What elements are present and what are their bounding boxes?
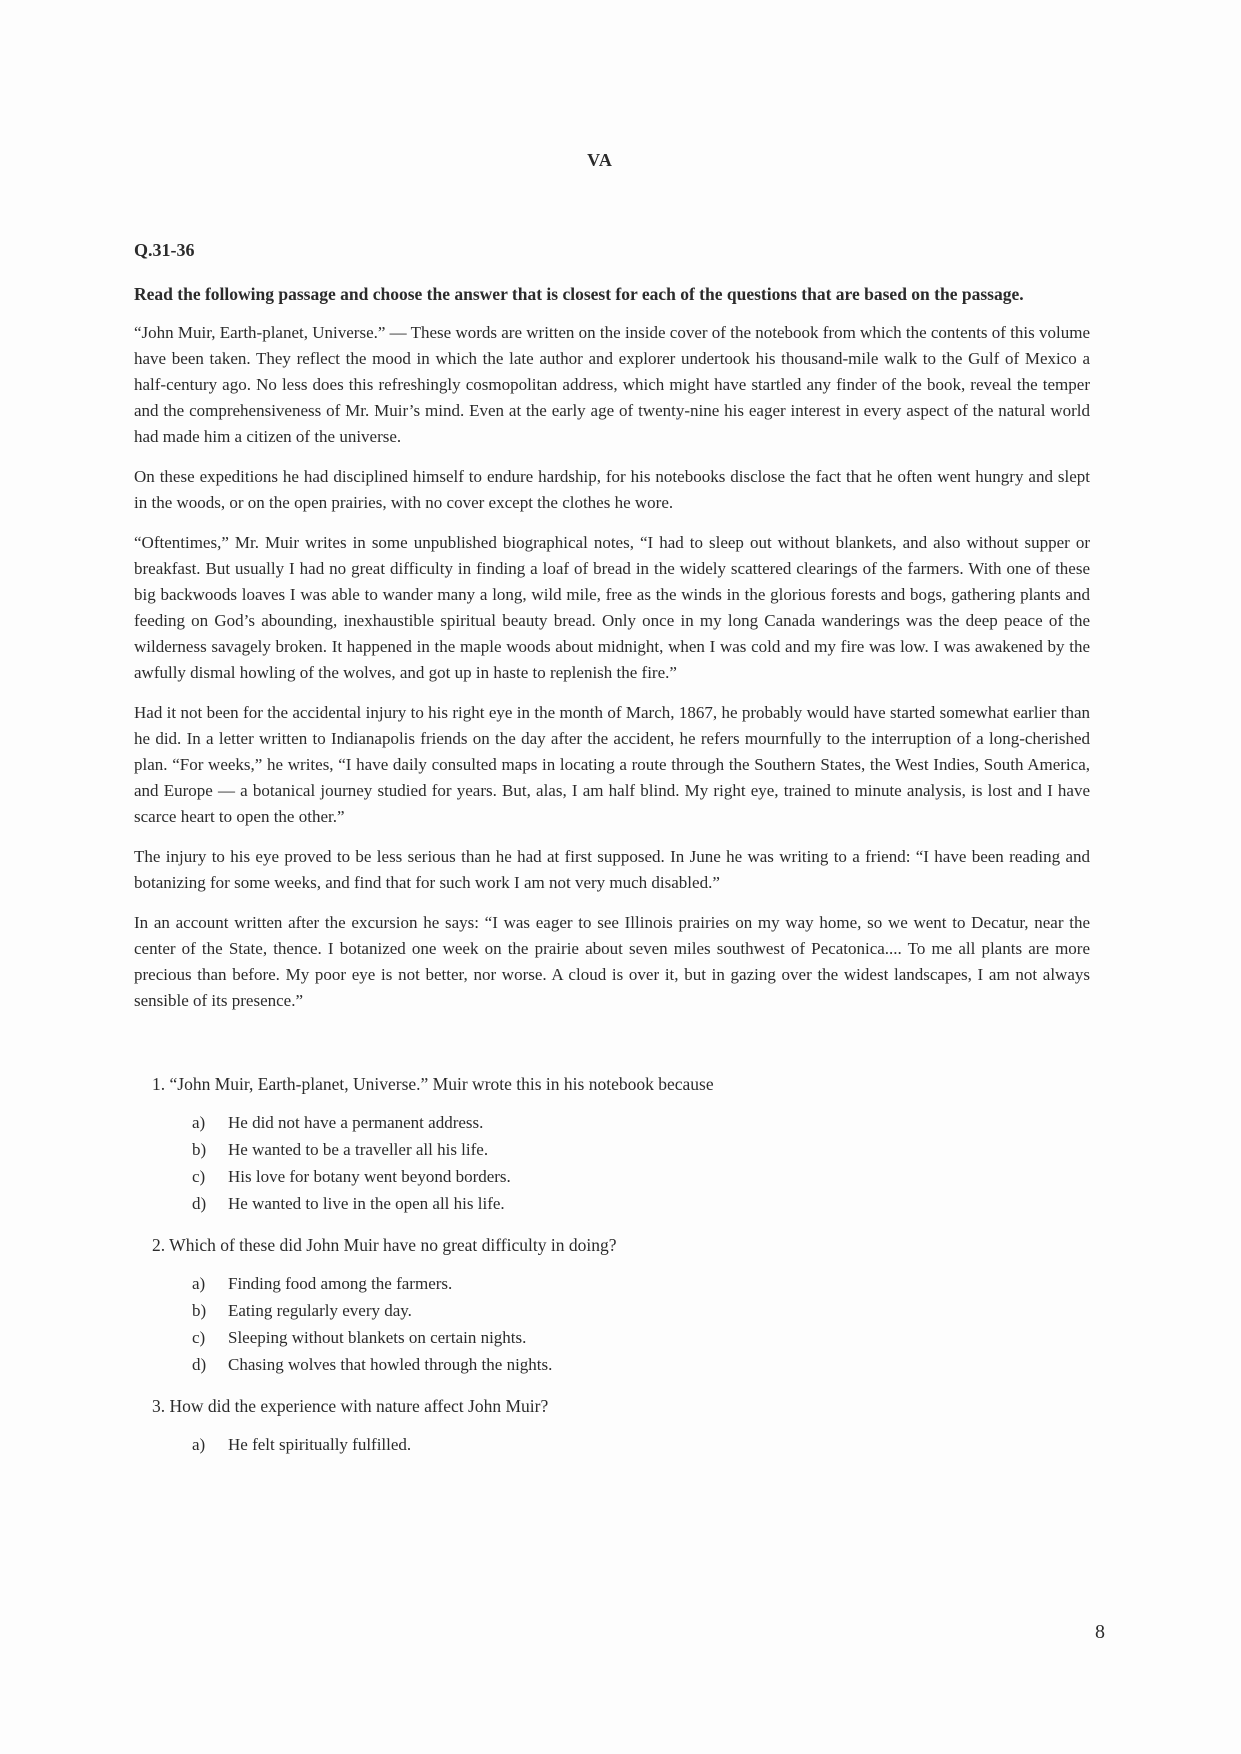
- passage-paragraph: “John Muir, Earth-planet, Universe.” — These words are written on the inside cover of the notebook from which the contents of this volume have been taken. They reflect the mood in which the late author and explorer undertook his thousand-mile walk to the Gulf of Mexico a half-century ago. No less does this refreshingly cosmopolitan address, which might have startled any finder of the book, reveal the temper and the comprehensiveness of Mr. Muir’s mind. Even at the early age of twenty-nine his eager interest in every aspect of the natural world had made him a citizen of the universe.: [134, 323, 1090, 446]
- option-item[interactable]: [192, 1136, 1090, 1163]
- option-list: [134, 1431, 1090, 1458]
- question-text: 1. “John Muir, Earth-planet, Universe.” Muir wrote this in his notebook because: [152, 1074, 714, 1094]
- option-item[interactable]: [192, 1190, 1090, 1217]
- option-letter: c): [192, 1167, 206, 1186]
- option-letter: d): [192, 1355, 207, 1374]
- passage-paragraph: The injury to his eye proved to be less serious than he had at first supposed. In June he was writing to a friend: “I have been reading and botanizing for some weeks, and find that for such work I am not very much disabled.”: [134, 847, 1090, 892]
- question-text: 3. How did the experience with nature affect John Muir?: [152, 1396, 549, 1416]
- option-list: [134, 1270, 1090, 1378]
- option-letter: b): [192, 1301, 207, 1320]
- passage-paragraph: Had it not been for the accidental injury to his right eye in the month of March, 1867, he probably would have started somewhat earlier than he did. In a letter written to Indianapolis friends on the day after the accident, he refers mournfully to the interruption of a long-cherished plan. “For weeks,” he writes, “I have daily consulted maps in locating a route through the Southern States, the West Indies, South America, and Europe — a botanical journey studied for years. But, alas, I am half blind. My right eye, trained to minute analysis, is lost and I have scarce heart to open the other.”: [134, 703, 1090, 826]
- option-item[interactable]: [192, 1270, 1090, 1297]
- page-content: [134, 240, 1090, 1476]
- option-item[interactable]: [192, 1163, 1090, 1190]
- option-item[interactable]: [192, 1324, 1090, 1351]
- option-letter: a): [192, 1274, 206, 1293]
- instruction-text: Read the following passage and choose the answer that is closest for each of the questions that are based on the passage.: [134, 284, 1024, 304]
- option-item[interactable]: [192, 1431, 1090, 1458]
- passage-paragraph: “Oftentimes,” Mr. Muir writes in some unpublished biographical notes, “I had to sleep out without blankets, and also without supper or breakfast. But usually I had no great difficulty in finding a loaf of bread in the widely scattered clearings of the farmers. With one of these big backwoods loaves I was able to wander many a long, wild mile, free as the winds in the glorious forests and bogs, gathering plants and feeding on God’s abounding, inexhaustible spiritual beauty bread. Only once in my long Canada wanderings was the deep peace of the wilderness savagely broken. It happened in the maple woods about midnight, when I was cold and my fire was low. I was awakened by the awfully dismal howling of the wolves, and got up in haste to replenish the fire.”: [134, 533, 1090, 682]
- option-letter: d): [192, 1194, 207, 1213]
- question-text: 2. Which of these did John Muir have no great difficulty in doing?: [152, 1235, 617, 1255]
- option-text: His love for botany went beyond borders.: [228, 1167, 511, 1186]
- option-letter: c): [192, 1328, 206, 1347]
- question-range: Q.31-36: [134, 240, 195, 260]
- option-text: He felt spiritually fulfilled.: [228, 1435, 412, 1454]
- option-text: Finding food among the farmers.: [228, 1274, 453, 1293]
- section-title: VA: [587, 150, 613, 170]
- option-letter: b): [192, 1140, 207, 1159]
- option-text: He wanted to live in the open all his life.: [228, 1194, 505, 1213]
- option-text: Eating regularly every day.: [228, 1301, 412, 1320]
- reading-passage: [134, 320, 1090, 1014]
- option-item[interactable]: [192, 1109, 1090, 1136]
- question-2: [134, 1235, 1090, 1378]
- option-text: He did not have a permanent address.: [228, 1113, 484, 1132]
- option-letter: a): [192, 1113, 206, 1132]
- question-list: [134, 1074, 1090, 1458]
- question-1: [134, 1074, 1090, 1217]
- option-list: [134, 1109, 1090, 1217]
- option-text: He wanted to be a traveller all his life.: [228, 1140, 489, 1159]
- page-number: 8: [1095, 1621, 1105, 1643]
- question-3: [134, 1396, 1090, 1458]
- option-text: Sleeping without blankets on certain nights.: [228, 1328, 527, 1347]
- option-letter: a): [192, 1435, 206, 1454]
- passage-paragraph: In an account written after the excursion he says: “I was eager to see Illinois prairies on my way home, so we went to Decatur, near the center of the State, thence. I botanized one week on the prairie about seven miles southwest of Pecatonica.... To me all plants are more precious than before. My poor eye is not better, nor worse. A cloud is over it, but in gazing over the widest landscapes, I am not always sensible of its presence.”: [134, 913, 1090, 1010]
- option-item[interactable]: [192, 1297, 1090, 1324]
- option-text: Chasing wolves that howled through the nights.: [228, 1355, 553, 1374]
- passage-paragraph: On these expeditions he had disciplined himself to endure hardship, for his notebooks disclose the fact that he often went hungry and slept in the woods, or on the open prairies, with no cover except the clothes he wore.: [134, 467, 1090, 512]
- option-item[interactable]: [192, 1351, 1090, 1378]
